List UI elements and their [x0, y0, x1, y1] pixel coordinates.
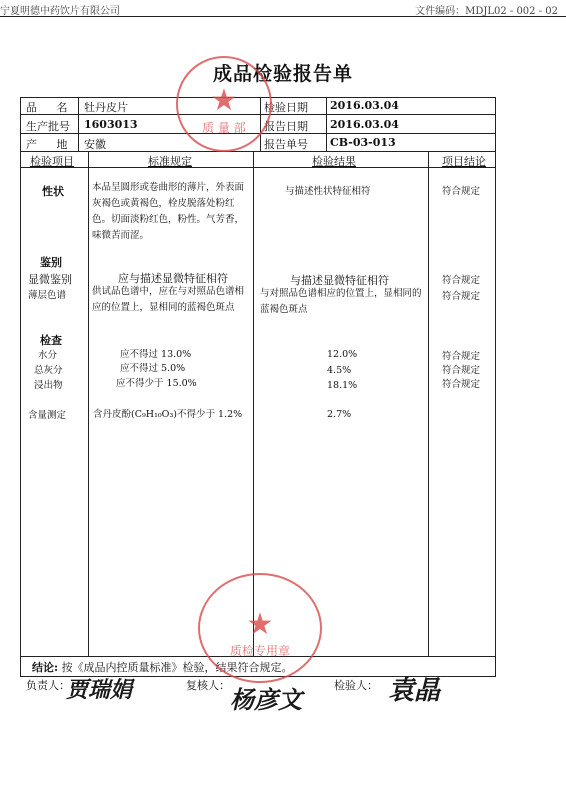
column-header-standard: 标准规定 — [148, 155, 192, 168]
column-header-conclusion: 项目结论 — [442, 155, 486, 168]
inspector-label: 检验人： — [334, 679, 378, 692]
company-header: 宁夏明德中药饮片有限公司 — [0, 6, 120, 17]
responsible-signature: 贾瑞娟 — [66, 677, 133, 703]
product-name-value: 牡丹皮片 — [84, 101, 128, 114]
table-rule — [20, 167, 496, 168]
batch-label: 生产批号 — [26, 120, 70, 133]
tlc-item: 薄层色谱 — [28, 290, 67, 301]
origin-value: 安徽 — [84, 138, 106, 151]
conclusion-value: 按《成品内控质量标准》检验，结果符合规定。 — [61, 661, 293, 674]
column-header-result: 检验结果 — [312, 155, 356, 168]
assay-result: 2.7% — [327, 409, 352, 420]
traits-item: 性状 — [42, 185, 64, 198]
check-heading: 检查 — [40, 334, 62, 347]
tlc-standard: 供试品色谱中，应在与对照品色谱相应的位置上，显相同的蓝褐色斑点 — [92, 286, 245, 313]
report-date-value: 2016.03.04 — [330, 118, 399, 131]
micro-standard: 应与描述显微特征相符 — [118, 272, 228, 285]
header-divider — [0, 16, 566, 17]
inspect-date-value: 2016.03.04 — [330, 99, 399, 112]
ash-conclusion: 符合规定 — [442, 365, 481, 376]
micro-result: 与描述显微特征相符 — [290, 274, 389, 287]
traits-standard: 本品呈圆形或卷曲形的薄片，外表面灰褐色或黄褐色，栓皮脱落处粉红色。切面淡粉红色，粉性。气芳香，味微苦而涩。 — [92, 182, 245, 241]
assay-item: 含量测定 — [28, 410, 67, 421]
water-result: 12.0% — [327, 349, 358, 360]
tlc-result: 与对照品色谱相应的位置上，显相同的蓝褐色斑点 — [260, 288, 422, 315]
report-date-label: 报告日期 — [264, 120, 308, 133]
page-title: 成品检验报告单 — [212, 63, 353, 85]
seal-star-icon: ★ — [246, 607, 274, 642]
table-rule — [428, 151, 429, 656]
column-header-item: 检验项目 — [30, 155, 74, 168]
inspect-date-label: 检验日期 — [264, 101, 308, 114]
qc-special-seal: ★ 质检专用章 — [198, 573, 322, 683]
ash-standard: 应不得过 5.0% — [120, 363, 186, 374]
micro-conclusion: 符合规定 — [442, 275, 481, 286]
extract-standard: 应不得少于 15.0% — [116, 378, 197, 389]
extract-item: 浸出物 — [34, 380, 63, 391]
quality-department-seal: ★ 质 量 部 — [176, 56, 272, 152]
table-rule — [326, 97, 327, 151]
responsible-label: 负责人： — [26, 679, 70, 692]
report-no-value: CB-03-013 — [330, 136, 396, 149]
reviewer-label: 复核人： — [186, 679, 230, 692]
traits-result: 与描述性状特征相符 — [285, 186, 371, 197]
inspector-signature: 袁晶 — [388, 676, 441, 706]
report-no-label: 报告单号 — [264, 138, 308, 151]
document-number: 文件编码：MDJL02 - 002 - 02 — [415, 6, 558, 17]
ash-result: 4.5% — [327, 365, 352, 376]
table-rule — [88, 151, 89, 656]
conclusion-label: 结论: — [32, 661, 59, 674]
reviewer-signature: 杨彦文 — [230, 685, 302, 714]
traits-conclusion: 符合规定 — [442, 186, 481, 197]
ash-item: 总灰分 — [34, 365, 63, 376]
water-item: 水分 — [38, 350, 58, 361]
assay-standard: 含丹皮酚(C₉H₁₀O₃)不得少于 1.2% — [93, 409, 243, 420]
extract-conclusion: 符合规定 — [442, 379, 481, 390]
water-conclusion: 符合规定 — [442, 351, 481, 362]
batch-value: 1603013 — [84, 118, 138, 131]
identification-heading: 鉴别 — [40, 256, 62, 269]
extract-result: 18.1% — [327, 380, 358, 391]
tlc-conclusion: 符合规定 — [442, 291, 481, 302]
micro-item: 显微鉴别 — [28, 273, 72, 286]
seal-star-icon: ★ — [210, 83, 238, 118]
origin-label: 产 地 — [26, 138, 76, 151]
water-standard: 应不得过 13.0% — [120, 349, 192, 360]
table-rule — [78, 97, 79, 151]
product-name-label: 品 名 — [26, 101, 76, 114]
